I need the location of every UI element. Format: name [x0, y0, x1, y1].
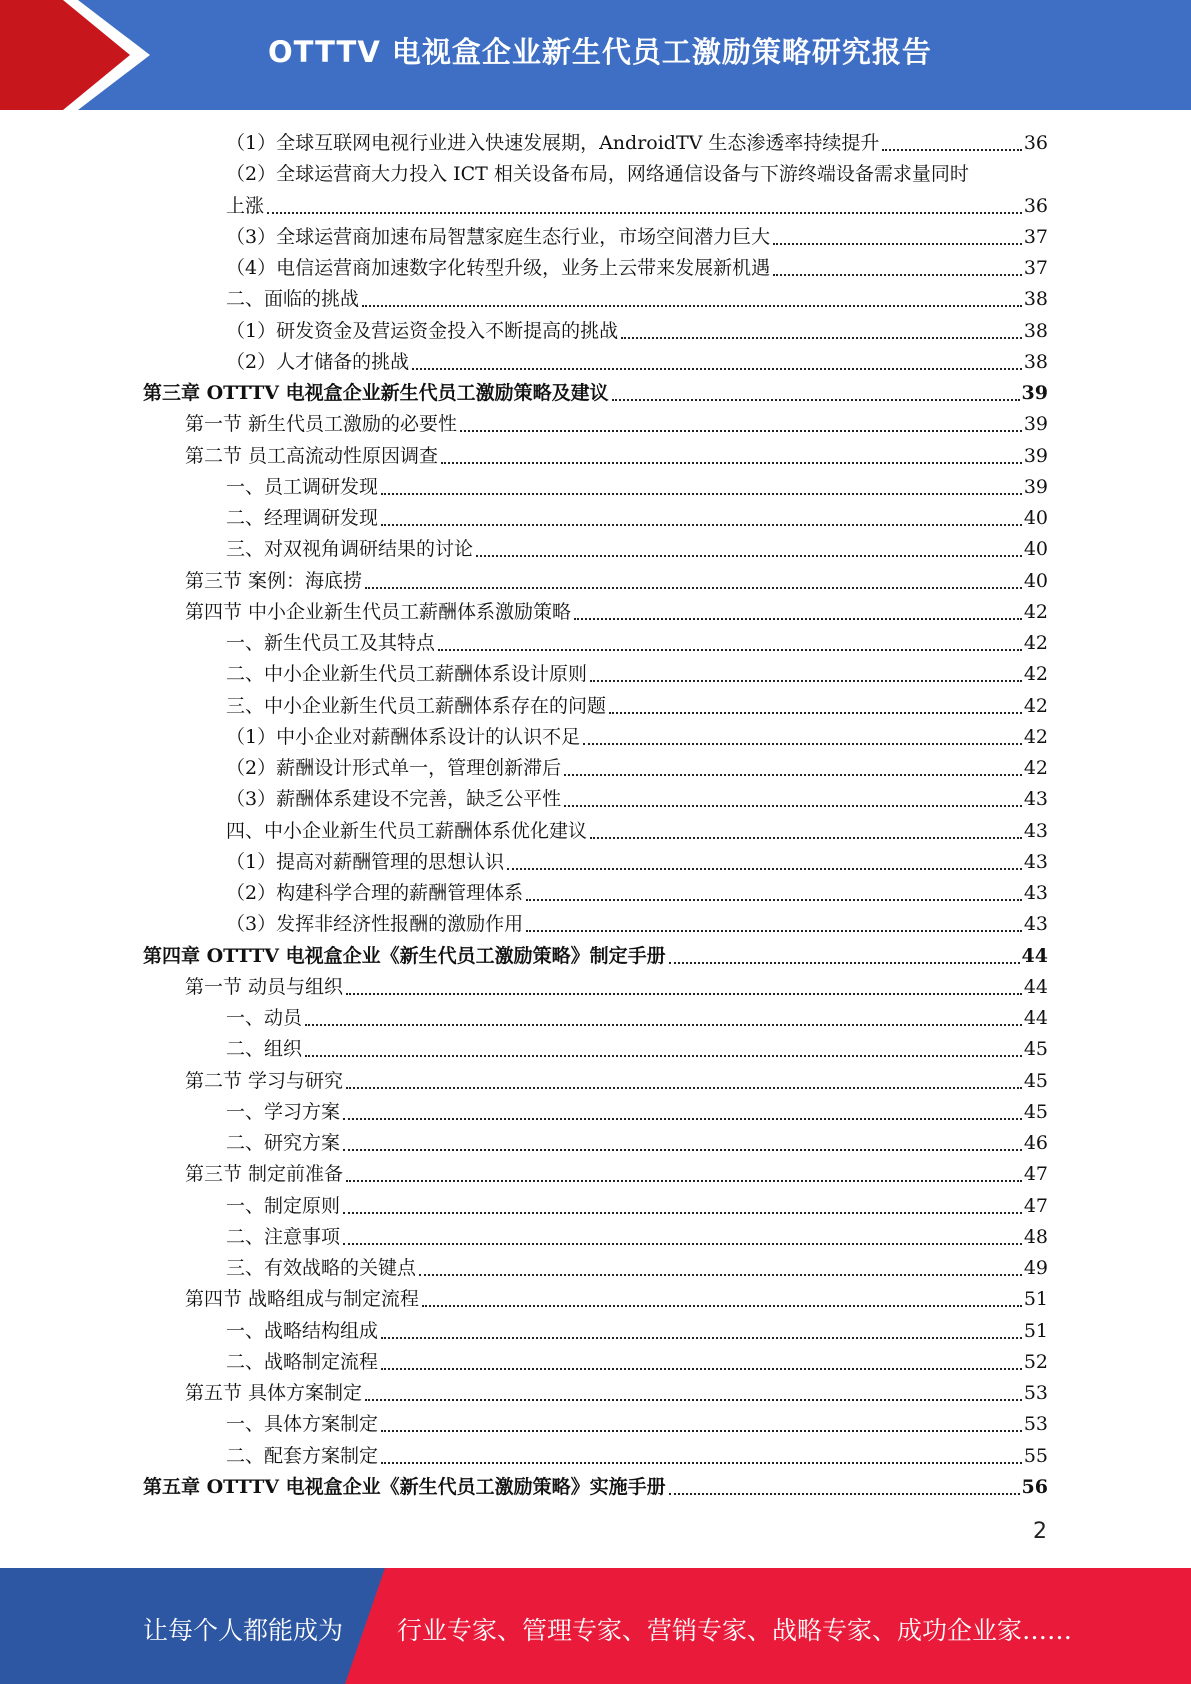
toc-page-number: 46	[1023, 1132, 1048, 1154]
toc-subsection-entry[interactable]	[226, 1003, 1048, 1034]
toc-entry-label: 二、中小企业新生代员工薪酬体系设计原则	[226, 663, 588, 686]
toc-subsection-entry[interactable]	[226, 878, 1048, 909]
toc-entry-label: （2）构建科学合理的薪酬管理体系	[226, 882, 524, 904]
toc-dot-leader	[346, 1180, 1022, 1182]
toc-subsection-entry[interactable]	[226, 316, 1048, 347]
toc-subsection-entry[interactable]	[226, 472, 1048, 503]
toc-dot-leader	[669, 962, 1020, 964]
toc-entry-label: （3）发挥非经济性报酬的激励作用	[226, 913, 524, 936]
toc-entry-label: 第一节 动员与组织	[185, 975, 344, 998]
toc-dot-leader	[419, 1274, 1022, 1276]
toc-dot-leader	[583, 743, 1022, 745]
toc-section-entry[interactable]	[185, 597, 1048, 628]
toc-subsection-entry[interactable]	[226, 816, 1048, 847]
toc-page-number: 55	[1023, 1444, 1048, 1467]
toc-dot-leader	[773, 243, 1022, 245]
toc-dot-leader	[564, 774, 1022, 776]
toc-entry-label: 一、新生代员工及其特点	[226, 632, 436, 654]
toc-entry-label: 第二节 学习与研究	[185, 1069, 344, 1092]
toc-page-number: 40	[1023, 538, 1048, 561]
toc-dot-leader	[343, 1149, 1022, 1151]
toc-dot-leader	[305, 1024, 1022, 1026]
toc-dot-leader	[773, 274, 1022, 276]
toc-entry-label: （2）人才储备的挑战	[226, 350, 410, 373]
toc-subsection-entry[interactable]	[226, 784, 1048, 815]
toc-dot-leader	[381, 493, 1022, 495]
toc-dot-leader	[381, 1430, 1022, 1432]
toc-entry-label: 四、中小企业新生代员工薪酬体系优化建议	[226, 819, 588, 842]
toc-subsection-entry[interactable]	[226, 222, 1048, 253]
toc-dot-leader	[621, 337, 1022, 339]
toc-page-number: 48	[1023, 1225, 1048, 1248]
toc-subsection-entry[interactable]	[226, 909, 1048, 940]
toc-entry-label: 第五节 具体方案制定	[185, 1382, 363, 1404]
page-footer	[0, 1568, 1191, 1684]
toc-subsection-entry[interactable]	[226, 284, 1048, 315]
toc-entry-label: （1）中小企业对薪酬体系设计的认识不足	[226, 725, 581, 748]
toc-subsection-entry[interactable]	[226, 1347, 1048, 1378]
toc-page-number: 37	[1023, 225, 1048, 248]
toc-dot-leader	[343, 1243, 1022, 1245]
toc-page-number: 45	[1023, 1038, 1048, 1061]
toc-dot-leader	[362, 305, 1022, 307]
toc-subsection-entry[interactable]	[226, 659, 1048, 690]
toc-page-number: 53	[1023, 1382, 1048, 1404]
toc-entry-label: 第四章 OTTTV 电视盒企业《新生代员工激励策略》制定手册	[143, 944, 666, 967]
toc-entry-label: （3）全球运营商加速布局智慧家庭生态行业，市场空间潜力巨大	[226, 225, 771, 248]
toc-page-number: 43	[1023, 913, 1048, 936]
toc-page-number: 36	[1023, 194, 1048, 217]
toc-entry-label: 三、对双视角调研结果的讨论	[226, 538, 474, 561]
toc-page-number: 42	[1023, 694, 1048, 717]
toc-subsection-entry[interactable]	[226, 1222, 1048, 1253]
header-title: OTTTV 电视盒企业新生代员工激励策略研究报告	[268, 35, 932, 69]
toc-page-number: 39	[1021, 382, 1048, 404]
toc-entry-label: 二、战略制定流程	[226, 1350, 379, 1373]
toc-entry-label: 第三节 案例：海底捞	[185, 569, 363, 592]
toc-dot-leader	[526, 930, 1022, 932]
toc-entry-label: 上涨	[226, 194, 265, 217]
toc-dot-leader	[343, 1118, 1022, 1120]
toc-subsection-entry[interactable]	[226, 1441, 1048, 1472]
toc-page-number: 51	[1023, 1319, 1048, 1342]
toc-entry-label: 第三节 制定前准备	[185, 1163, 344, 1186]
toc-chapter-entry[interactable]	[143, 1472, 1048, 1503]
toc-page-number: 52	[1023, 1350, 1048, 1373]
toc-page-number: 40	[1023, 507, 1048, 529]
toc-page-number: 38	[1023, 288, 1048, 311]
toc-page-number: 44	[1021, 944, 1048, 967]
toc-entry-label: 三、中小企业新生代员工薪酬体系存在的问题	[226, 694, 607, 717]
toc-section-entry[interactable]	[185, 1284, 1048, 1315]
toc-page-number: 43	[1023, 850, 1048, 873]
toc-entry-label: （3）薪酬体系建设不完善，缺乏公平性	[226, 788, 562, 811]
toc-page-number: 43	[1023, 819, 1048, 842]
toc-entry-label: 二、配套方案制定	[226, 1444, 379, 1467]
toc-page-number: 45	[1023, 1069, 1048, 1092]
toc-dot-leader	[669, 1493, 1020, 1495]
toc-entry-label: 一、战略结构组成	[226, 1319, 379, 1342]
toc-section-entry[interactable]	[185, 409, 1048, 440]
toc-subsection-entry[interactable]	[226, 503, 1048, 534]
toc-section-entry[interactable]	[185, 972, 1048, 1003]
toc-subsection-entry[interactable]	[226, 1034, 1048, 1065]
toc-entry-label: 第二节 员工高流动性原因调查	[185, 444, 439, 467]
toc-dot-leader	[381, 1337, 1022, 1339]
toc-entry-label: 二、面临的挑战	[226, 288, 360, 311]
toc-page-number: 42	[1023, 663, 1048, 686]
toc-entry-label: 第四节 中小企业新生代员工薪酬体系激励策略	[185, 600, 572, 623]
footer-slogan-left: 让每个人都能成为	[143, 1616, 344, 1645]
toc-entry-label: （1）研发资金及营运资金投入不断提高的挑战	[226, 319, 619, 342]
toc-page-number: 39	[1023, 413, 1048, 436]
toc-page-number: 51	[1023, 1288, 1048, 1311]
toc-dot-leader	[346, 993, 1022, 995]
toc-subsection-entry[interactable]	[226, 847, 1048, 878]
toc-dot-leader	[590, 680, 1022, 682]
toc-page-number: 43	[1023, 788, 1048, 811]
page-header	[0, 0, 1191, 110]
toc-dot-leader	[343, 1212, 1022, 1214]
toc-page-number: 49	[1023, 1257, 1048, 1279]
toc-chapter-entry[interactable]	[143, 941, 1048, 972]
toc-dot-leader	[412, 368, 1022, 370]
header-red-arrow-decoration	[0, 0, 150, 110]
toc-page-number: 42	[1023, 725, 1048, 748]
toc-page-number: 44	[1023, 1007, 1048, 1029]
toc-dot-leader	[609, 712, 1022, 714]
toc-page-number: 47	[1023, 1194, 1048, 1217]
toc-page-number: 45	[1023, 1100, 1048, 1123]
toc-subsection-entry[interactable]	[226, 753, 1048, 784]
toc-entry-label: 第一节 新生代员工激励的必要性	[185, 413, 458, 436]
toc-entry-label: 第五章 OTTTV 电视盒企业《新生代员工激励策略》实施手册	[143, 1475, 666, 1498]
toc-entry-label: 一、学习方案	[226, 1100, 341, 1123]
toc-section-entry[interactable]	[185, 441, 1048, 472]
toc-dot-leader	[574, 618, 1022, 620]
toc-page-number: 42	[1023, 757, 1048, 779]
toc-subsection-entry[interactable]	[226, 1316, 1048, 1347]
toc-dot-leader	[422, 1305, 1022, 1307]
toc-page-number: 37	[1023, 257, 1048, 279]
toc-dot-leader	[365, 587, 1022, 589]
toc-dot-leader	[346, 1087, 1022, 1089]
toc-subsection-entry[interactable]	[226, 128, 1048, 159]
footer-slogan-right: 行业专家、管理专家、营销专家、战略专家、成功企业家……	[397, 1616, 1073, 1645]
toc-page-number: 56	[1021, 1475, 1048, 1498]
toc-page-number: 42	[1023, 632, 1048, 654]
toc-dot-leader	[507, 868, 1022, 870]
toc-dot-leader	[438, 649, 1022, 651]
toc-section-entry[interactable]	[185, 1066, 1048, 1097]
toc-entry-label: 二、组织	[226, 1038, 303, 1061]
toc-entry-label: 三、有效战略的关键点	[226, 1257, 417, 1279]
toc-dot-leader	[305, 1055, 1022, 1057]
toc-entry-label: 二、研究方案	[226, 1132, 341, 1154]
toc-subsection-entry[interactable]	[226, 1253, 1048, 1284]
toc-page-number: 38	[1023, 319, 1048, 342]
toc-entry-label: 一、制定原则	[226, 1194, 341, 1217]
toc-section-entry[interactable]	[185, 1159, 1048, 1190]
toc-page-number: 42	[1023, 600, 1048, 623]
toc-dot-leader	[267, 212, 1022, 214]
toc-dot-leader	[441, 462, 1022, 464]
toc-entry-label: 第四节 战略组成与制定流程	[185, 1288, 420, 1311]
toc-section-entry[interactable]	[185, 1378, 1048, 1409]
toc-dot-leader	[590, 837, 1022, 839]
toc-entry-label: 第三章 OTTTV 电视盒企业新生代员工激励策略及建议	[143, 382, 609, 404]
toc-dot-leader	[882, 149, 1021, 151]
toc-entry-label: （1）全球互联网电视行业进入快速发展期，AndroidTV 生态渗透率持续提升	[226, 132, 880, 154]
toc-subsection-entry[interactable]	[226, 159, 969, 190]
toc-entry-label: 一、动员	[226, 1007, 303, 1029]
toc-subsection-entry[interactable]	[226, 534, 1048, 565]
toc-page-number: 43	[1023, 882, 1048, 904]
toc-dot-leader	[365, 1399, 1022, 1401]
toc-dot-leader	[381, 1368, 1022, 1370]
toc-subsection-entry[interactable]	[226, 1409, 1048, 1440]
toc-dot-leader	[381, 524, 1022, 526]
toc-chapter-entry[interactable]	[143, 378, 1048, 409]
toc-subsection-entry[interactable]	[226, 691, 1048, 722]
toc-subsection-entry[interactable]	[226, 1191, 1048, 1222]
toc-page-number: 40	[1023, 569, 1048, 592]
toc-dot-leader	[460, 430, 1022, 432]
toc-entry-label: （2）薪酬设计形式单一，管理创新滞后	[226, 757, 562, 779]
toc-entry-label: 二、注意事项	[226, 1225, 341, 1248]
toc-entry-label: （4）电信运营商加速数字化转型升级，业务上云带来发展新机遇	[226, 257, 771, 279]
toc-subsection-entry[interactable]	[226, 1097, 1048, 1128]
toc-page-number: 39	[1023, 475, 1048, 498]
toc-entry-label: 二、经理调研发现	[226, 507, 379, 529]
toc-subsection-entry[interactable]	[226, 628, 1048, 659]
toc-subsection-entry[interactable]	[226, 191, 1048, 222]
toc-page-number: 53	[1023, 1413, 1048, 1436]
toc-section-entry[interactable]	[185, 566, 1048, 597]
toc-dot-leader	[564, 805, 1022, 807]
toc-subsection-entry[interactable]	[226, 347, 1048, 378]
toc-entry-label: 一、具体方案制定	[226, 1413, 379, 1436]
toc-dot-leader	[381, 1462, 1022, 1464]
toc-page-number: 44	[1023, 975, 1048, 998]
toc-subsection-entry[interactable]	[226, 1128, 1048, 1159]
toc-dot-leader	[612, 399, 1020, 401]
toc-entry-label: 一、员工调研发现	[226, 475, 379, 498]
toc-subsection-entry[interactable]	[226, 253, 1048, 284]
toc-dot-leader	[526, 899, 1022, 901]
toc-entry-label: （2）全球运营商大力投入 ICT 相关设备布局，网络通信设备与下游终端设备需求量同时	[226, 163, 969, 186]
toc-dot-leader	[476, 555, 1022, 557]
toc-subsection-entry[interactable]	[226, 722, 1048, 753]
page-number: 2	[1033, 1519, 1047, 1544]
toc-page-number: 36	[1023, 132, 1048, 154]
toc-page-number: 38	[1023, 350, 1048, 373]
toc-page-number: 39	[1023, 444, 1048, 467]
toc-entry-label: （1）提高对薪酬管理的思想认识	[226, 850, 505, 873]
toc-page-number: 47	[1023, 1163, 1048, 1186]
